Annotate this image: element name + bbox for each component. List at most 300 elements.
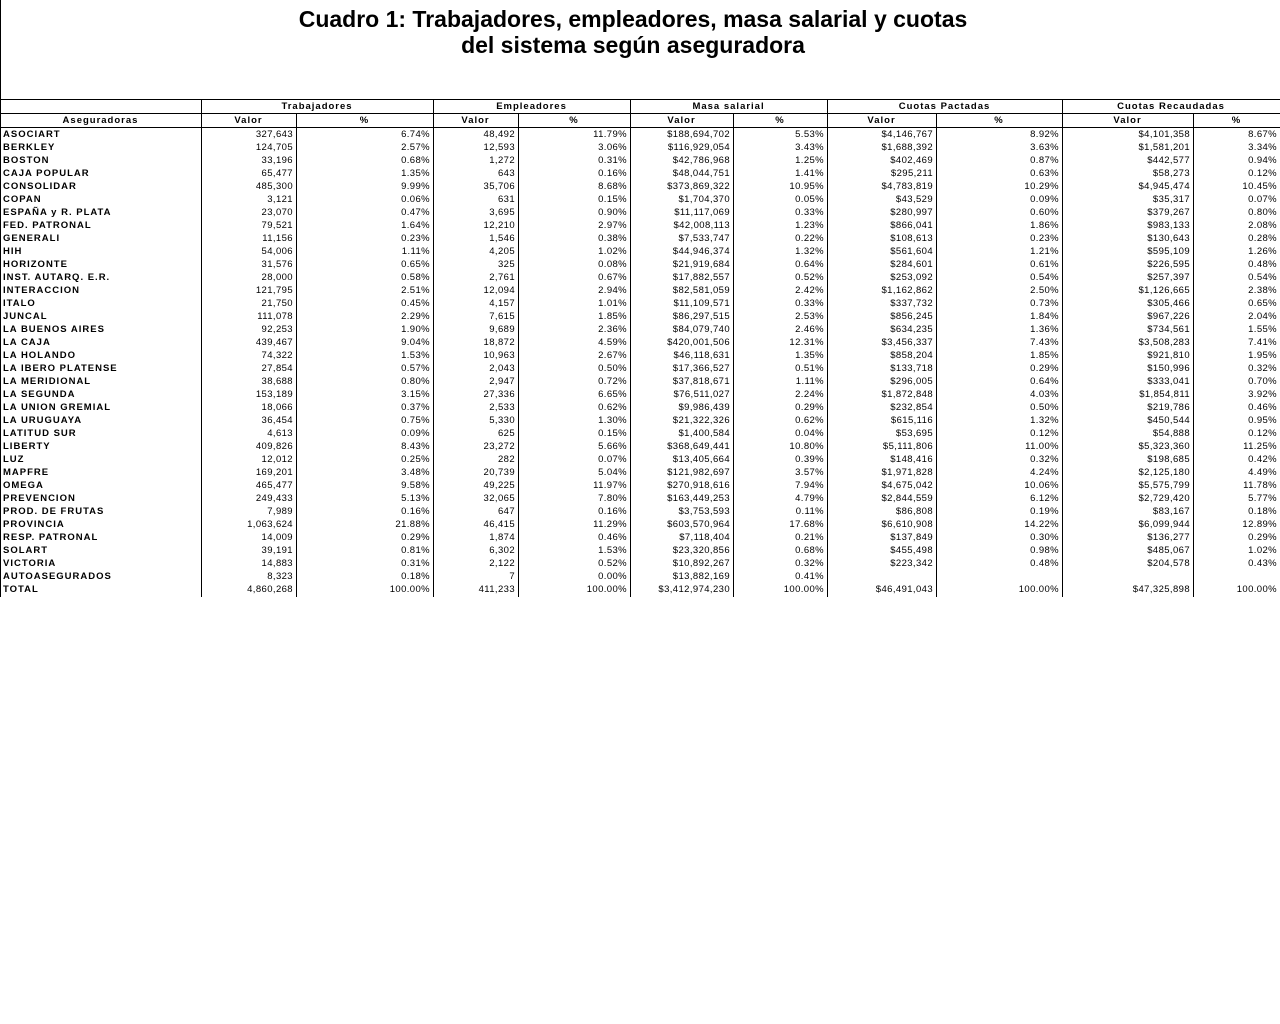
cell-masa-salarial-valor: $420,001,506 (631, 336, 734, 349)
cell-cuotas-recaudadas-valor: $54,888 (1063, 427, 1194, 440)
cell-masa-salarial-valor: $10,892,267 (631, 557, 734, 570)
cell-empleadores-percent: 2.97% (519, 219, 631, 232)
cell-trabajadores-valor: 409,826 (202, 440, 297, 453)
table-row (1, 297, 1280, 310)
cell-cuotas-pactadas-valor: $4,675,042 (828, 479, 937, 492)
cell-empleadores-percent: 0.67% (519, 271, 631, 284)
cell-masa-salarial-valor: $13,882,169 (631, 570, 734, 583)
cell-cuotas-recaudadas-valor: $226,595 (1063, 258, 1194, 271)
cell-cuotas-recaudadas-valor: $921,810 (1063, 349, 1194, 362)
cell-cuotas-pactadas-percent: 4.24% (937, 466, 1063, 479)
cell-cuotas-pactadas-percent: 6.12% (937, 492, 1063, 505)
cell-empleadores-percent: 11.97% (519, 479, 631, 492)
cell-masa-salarial-valor: $7,118,404 (631, 531, 734, 544)
table-row (1, 336, 1280, 349)
cell-masa-salarial-percent: 0.04% (734, 427, 828, 440)
cell-trabajadores-valor: 121,795 (202, 284, 297, 297)
cell-insurer-name: PROD. DE FRUTAS (1, 505, 202, 518)
table-row (1, 583, 1280, 597)
cell-cuotas-pactadas-percent: 0.64% (937, 375, 1063, 388)
sub-header-percent: % (519, 114, 631, 128)
cell-insurer-name: COPAN (1, 193, 202, 206)
table-row (1, 531, 1280, 544)
cell-masa-salarial-percent: 0.11% (734, 505, 828, 518)
cell-insurer-name: CONSOLIDAR (1, 180, 202, 193)
cell-cuotas-recaudadas-percent: 2.38% (1194, 284, 1280, 297)
cell-cuotas-recaudadas-valor: $983,133 (1063, 219, 1194, 232)
cell-cuotas-recaudadas-percent: 10.45% (1194, 180, 1280, 193)
cell-cuotas-recaudadas-percent: 8.67% (1194, 128, 1280, 142)
cell-masa-salarial-percent: 7.94% (734, 479, 828, 492)
cell-insurer-name: LUZ (1, 453, 202, 466)
cell-cuotas-recaudadas-valor (1063, 570, 1194, 583)
cell-trabajadores-percent: 21.88% (297, 518, 434, 531)
table-row (1, 388, 1280, 401)
cell-cuotas-recaudadas-percent: 5.77% (1194, 492, 1280, 505)
sub-header-percent: % (1194, 114, 1280, 128)
cell-trabajadores-percent: 2.29% (297, 310, 434, 323)
cell-masa-salarial-percent: 1.23% (734, 219, 828, 232)
cell-cuotas-pactadas-percent: 10.06% (937, 479, 1063, 492)
cell-cuotas-recaudadas-valor: $379,267 (1063, 206, 1194, 219)
cell-cuotas-recaudadas-percent: 2.08% (1194, 219, 1280, 232)
cell-trabajadores-valor: 7,989 (202, 505, 297, 518)
title-line-1: Cuadro 1: Trabajadores, empleadores, masa salarial y cuotas (298, 6, 968, 32)
table-row (1, 206, 1280, 219)
cell-empleadores-valor: 1,874 (434, 531, 519, 544)
cell-cuotas-recaudadas-valor: $1,581,201 (1063, 141, 1194, 154)
cell-cuotas-pactadas-valor: $337,732 (828, 297, 937, 310)
cell-empleadores-percent: 5.04% (519, 466, 631, 479)
cell-cuotas-pactadas-valor: $1,162,862 (828, 284, 937, 297)
cell-cuotas-recaudadas-percent: 7.41% (1194, 336, 1280, 349)
cell-masa-salarial-valor: $121,982,697 (631, 466, 734, 479)
cell-empleadores-valor: 12,094 (434, 284, 519, 297)
table-row (1, 193, 1280, 206)
cell-cuotas-pactadas-valor: $46,491,043 (828, 583, 937, 597)
cell-cuotas-pactadas-valor: $223,342 (828, 557, 937, 570)
cell-insurer-name: ASOCIART (1, 128, 202, 142)
cell-empleadores-valor: 5,330 (434, 414, 519, 427)
cell-trabajadores-valor: 92,253 (202, 323, 297, 336)
cell-insurer-name: RESP. PATRONAL (1, 531, 202, 544)
cell-trabajadores-valor: 111,078 (202, 310, 297, 323)
cell-trabajadores-valor: 14,009 (202, 531, 297, 544)
sub-header-percent: % (297, 114, 434, 128)
cell-masa-salarial-valor: $9,986,439 (631, 401, 734, 414)
cell-empleadores-valor: 2,533 (434, 401, 519, 414)
cell-cuotas-recaudadas-valor: $595,109 (1063, 245, 1194, 258)
sub-header-valor: Valor (434, 114, 519, 128)
cell-trabajadores-valor: 28,000 (202, 271, 297, 284)
cell-insurer-name: BOSTON (1, 154, 202, 167)
cell-cuotas-pactadas-percent: 1.84% (937, 310, 1063, 323)
cell-insurer-name: HIH (1, 245, 202, 258)
cell-trabajadores-percent: 0.18% (297, 570, 434, 583)
cell-trabajadores-percent: 9.99% (297, 180, 434, 193)
cell-cuotas-pactadas-valor: $1,872,848 (828, 388, 937, 401)
cell-masa-salarial-percent: 2.42% (734, 284, 828, 297)
cell-insurer-name: HORIZONTE (1, 258, 202, 271)
cell-trabajadores-valor: 439,467 (202, 336, 297, 349)
cell-cuotas-recaudadas-percent: 0.12% (1194, 427, 1280, 440)
cell-masa-salarial-percent: 0.68% (734, 544, 828, 557)
cell-cuotas-pactadas-valor: $53,695 (828, 427, 937, 440)
table-row (1, 128, 1280, 142)
cell-cuotas-recaudadas-valor: $136,277 (1063, 531, 1194, 544)
cell-cuotas-pactadas-percent: 0.87% (937, 154, 1063, 167)
cell-trabajadores-valor: 38,688 (202, 375, 297, 388)
cell-trabajadores-percent: 9.58% (297, 479, 434, 492)
cell-cuotas-recaudadas-percent: 0.70% (1194, 375, 1280, 388)
cell-empleadores-percent: 0.07% (519, 453, 631, 466)
cell-insurer-name: INST. AUTARQ. E.R. (1, 271, 202, 284)
cell-masa-salarial-valor: $21,322,326 (631, 414, 734, 427)
cell-empleadores-percent: 0.38% (519, 232, 631, 245)
cell-empleadores-valor: 18,872 (434, 336, 519, 349)
cell-empleadores-percent: 2.36% (519, 323, 631, 336)
cell-masa-salarial-percent: 0.52% (734, 271, 828, 284)
cell-trabajadores-percent: 100.00% (297, 583, 434, 597)
cell-trabajadores-valor: 124,705 (202, 141, 297, 154)
cell-cuotas-pactadas-valor: $402,469 (828, 154, 937, 167)
cell-empleadores-percent: 2.94% (519, 284, 631, 297)
cell-insurer-name: SOLART (1, 544, 202, 557)
cell-cuotas-recaudadas-valor: $83,167 (1063, 505, 1194, 518)
cell-masa-salarial-valor: $3,753,593 (631, 505, 734, 518)
cell-empleadores-valor: 32,065 (434, 492, 519, 505)
cell-insurer-name: OMEGA (1, 479, 202, 492)
cell-masa-salarial-valor: $17,366,527 (631, 362, 734, 375)
table-row (1, 570, 1280, 583)
cell-trabajadores-percent: 0.57% (297, 362, 434, 375)
cell-empleadores-percent: 0.90% (519, 206, 631, 219)
cell-cuotas-recaudadas-percent: 11.25% (1194, 440, 1280, 453)
cell-masa-salarial-percent: 0.41% (734, 570, 828, 583)
cell-trabajadores-valor: 14,883 (202, 557, 297, 570)
cell-insurer-name: LA CAJA (1, 336, 202, 349)
cell-trabajadores-percent: 5.13% (297, 492, 434, 505)
cell-cuotas-pactadas-percent: 0.30% (937, 531, 1063, 544)
cell-trabajadores-valor: 31,576 (202, 258, 297, 271)
cell-masa-salarial-percent: 0.33% (734, 206, 828, 219)
cell-cuotas-pactadas-percent: 0.50% (937, 401, 1063, 414)
cell-trabajadores-percent: 1.90% (297, 323, 434, 336)
cell-masa-salarial-percent: 0.62% (734, 414, 828, 427)
cell-insurer-name: PROVINCIA (1, 518, 202, 531)
cell-cuotas-pactadas-percent: 0.29% (937, 362, 1063, 375)
cell-insurer-name: LATITUD SUR (1, 427, 202, 440)
cell-cuotas-recaudadas-percent (1194, 570, 1280, 583)
cell-cuotas-pactadas-percent: 10.29% (937, 180, 1063, 193)
cell-insurer-name: LA IBERO PLATENSE (1, 362, 202, 375)
cell-cuotas-pactadas-valor (828, 570, 937, 583)
cell-cuotas-recaudadas-percent: 0.46% (1194, 401, 1280, 414)
cell-cuotas-recaudadas-valor: $5,575,799 (1063, 479, 1194, 492)
cell-cuotas-recaudadas-valor: $257,397 (1063, 271, 1194, 284)
cell-cuotas-recaudadas-percent: 0.32% (1194, 362, 1280, 375)
cell-cuotas-recaudadas-percent: 100.00% (1194, 583, 1280, 597)
cell-cuotas-pactadas-valor: $615,116 (828, 414, 937, 427)
cell-insurer-name: ITALO (1, 297, 202, 310)
cell-cuotas-pactadas-valor: $86,808 (828, 505, 937, 518)
cell-empleadores-percent: 1.53% (519, 544, 631, 557)
cell-trabajadores-valor: 79,521 (202, 219, 297, 232)
table-row (1, 479, 1280, 492)
cell-masa-salarial-valor: $13,405,664 (631, 453, 734, 466)
cell-masa-salarial-percent: 0.32% (734, 557, 828, 570)
cell-cuotas-pactadas-percent: 11.00% (937, 440, 1063, 453)
cell-empleadores-valor: 46,415 (434, 518, 519, 531)
cell-empleadores-percent: 0.00% (519, 570, 631, 583)
cell-masa-salarial-percent: 3.43% (734, 141, 828, 154)
cell-empleadores-percent: 0.50% (519, 362, 631, 375)
table-row (1, 219, 1280, 232)
cell-masa-salarial-valor: $48,044,751 (631, 167, 734, 180)
cell-empleadores-percent: 0.52% (519, 557, 631, 570)
group-header-masa-salarial: Masa salarial (631, 100, 828, 114)
cell-empleadores-valor: 1,546 (434, 232, 519, 245)
cell-trabajadores-valor: 21,750 (202, 297, 297, 310)
cell-trabajadores-valor: 4,860,268 (202, 583, 297, 597)
cell-cuotas-recaudadas-valor: $198,685 (1063, 453, 1194, 466)
cell-masa-salarial-valor: $21,919,684 (631, 258, 734, 271)
cell-insurer-name: VICTORIA (1, 557, 202, 570)
cell-masa-salarial-percent: 4.79% (734, 492, 828, 505)
cell-empleadores-valor: 643 (434, 167, 519, 180)
cell-masa-salarial-valor: $188,694,702 (631, 128, 734, 142)
cell-cuotas-recaudadas-percent: 1.02% (1194, 544, 1280, 557)
cell-trabajadores-percent: 0.25% (297, 453, 434, 466)
cell-insurer-name: PREVENCION (1, 492, 202, 505)
cell-masa-salarial-percent: 10.80% (734, 440, 828, 453)
table-row (1, 427, 1280, 440)
cell-cuotas-pactadas-valor: $148,416 (828, 453, 937, 466)
cell-masa-salarial-percent: 100.00% (734, 583, 828, 597)
sub-header-valor: Valor (828, 114, 937, 128)
cell-cuotas-pactadas-percent: 1.36% (937, 323, 1063, 336)
cell-empleadores-valor: 2,947 (434, 375, 519, 388)
sub-header-row (1, 114, 1280, 128)
cell-trabajadores-valor: 39,191 (202, 544, 297, 557)
cell-trabajadores-percent: 0.37% (297, 401, 434, 414)
cell-cuotas-recaudadas-percent: 0.65% (1194, 297, 1280, 310)
cell-cuotas-pactadas-valor: $253,092 (828, 271, 937, 284)
cell-cuotas-pactadas-percent: 1.86% (937, 219, 1063, 232)
table-row (1, 349, 1280, 362)
cell-masa-salarial-percent: 1.41% (734, 167, 828, 180)
cell-cuotas-recaudadas-valor: $967,226 (1063, 310, 1194, 323)
cell-masa-salarial-percent: 5.53% (734, 128, 828, 142)
group-header-row (1, 100, 1280, 114)
cell-cuotas-pactadas-percent: 0.48% (937, 557, 1063, 570)
cell-masa-salarial-valor: $76,511,027 (631, 388, 734, 401)
cell-empleadores-valor: 2,043 (434, 362, 519, 375)
cell-cuotas-recaudadas-percent: 0.07% (1194, 193, 1280, 206)
group-header-cuotas-pactadas: Cuotas Pactadas (828, 100, 1063, 114)
cell-cuotas-recaudadas-percent: 0.28% (1194, 232, 1280, 245)
cell-masa-salarial-percent: 3.57% (734, 466, 828, 479)
cell-trabajadores-valor: 27,854 (202, 362, 297, 375)
cell-empleadores-percent: 1.85% (519, 310, 631, 323)
cell-masa-salarial-percent: 2.53% (734, 310, 828, 323)
cell-cuotas-recaudadas-percent: 0.94% (1194, 154, 1280, 167)
cell-masa-salarial-percent: 1.11% (734, 375, 828, 388)
cell-trabajadores-percent: 1.64% (297, 219, 434, 232)
cell-cuotas-pactadas-valor: $2,844,559 (828, 492, 937, 505)
cell-masa-salarial-percent: 2.24% (734, 388, 828, 401)
cell-empleadores-valor: 3,695 (434, 206, 519, 219)
cell-empleadores-valor: 631 (434, 193, 519, 206)
table-row (1, 180, 1280, 193)
cell-trabajadores-percent: 1.11% (297, 245, 434, 258)
table-row (1, 453, 1280, 466)
table-body (1, 128, 1280, 597)
cell-empleadores-percent: 0.46% (519, 531, 631, 544)
cell-masa-salarial-percent: 0.39% (734, 453, 828, 466)
cell-cuotas-recaudadas-percent: 4.49% (1194, 466, 1280, 479)
sub-header-valor: Valor (202, 114, 297, 128)
header-aseguradoras: Aseguradoras (1, 114, 202, 128)
cell-insurer-name: LIBERTY (1, 440, 202, 453)
cell-trabajadores-valor: 169,201 (202, 466, 297, 479)
cell-masa-salarial-valor: $116,929,054 (631, 141, 734, 154)
cell-empleadores-percent: 11.29% (519, 518, 631, 531)
cell-cuotas-pactadas-percent: 0.98% (937, 544, 1063, 557)
cell-empleadores-percent: 0.31% (519, 154, 631, 167)
group-header-cuotas-recaudadas: Cuotas Recaudadas (1063, 100, 1280, 114)
cell-masa-salarial-valor: $163,449,253 (631, 492, 734, 505)
cell-cuotas-pactadas-valor: $4,146,767 (828, 128, 937, 142)
cell-cuotas-recaudadas-percent: 0.95% (1194, 414, 1280, 427)
cell-masa-salarial-percent: 0.64% (734, 258, 828, 271)
cell-cuotas-pactadas-percent: 3.63% (937, 141, 1063, 154)
cell-empleadores-valor: 647 (434, 505, 519, 518)
cell-empleadores-percent: 11.79% (519, 128, 631, 142)
cell-cuotas-pactadas-percent: 7.43% (937, 336, 1063, 349)
cell-insurer-name: LA HOLANDO (1, 349, 202, 362)
cell-cuotas-recaudadas-percent: 0.48% (1194, 258, 1280, 271)
cell-trabajadores-valor: 54,006 (202, 245, 297, 258)
table-row (1, 518, 1280, 531)
cell-cuotas-recaudadas-valor: $4,101,358 (1063, 128, 1194, 142)
cell-cuotas-pactadas-percent: 0.63% (937, 167, 1063, 180)
cell-insurer-name: BERKLEY (1, 141, 202, 154)
cell-empleadores-valor: 12,210 (434, 219, 519, 232)
table-row (1, 245, 1280, 258)
cell-cuotas-pactadas-valor: $295,211 (828, 167, 937, 180)
cell-empleadores-valor: 282 (434, 453, 519, 466)
table-row (1, 505, 1280, 518)
cell-trabajadores-percent: 1.35% (297, 167, 434, 180)
cell-insurer-name: LA BUENOS AIRES (1, 323, 202, 336)
cell-empleadores-valor: 49,225 (434, 479, 519, 492)
cell-cuotas-pactadas-valor: $280,997 (828, 206, 937, 219)
cell-cuotas-recaudadas-percent: 0.29% (1194, 531, 1280, 544)
cell-insurer-name: LA MERIDIONAL (1, 375, 202, 388)
cell-cuotas-recaudadas-valor: $47,325,898 (1063, 583, 1194, 597)
table-row (1, 271, 1280, 284)
cell-masa-salarial-percent: 0.33% (734, 297, 828, 310)
cell-masa-salarial-percent: 2.46% (734, 323, 828, 336)
cell-masa-salarial-valor: $1,704,370 (631, 193, 734, 206)
cell-cuotas-recaudadas-valor: $219,786 (1063, 401, 1194, 414)
cell-cuotas-pactadas-percent: 0.09% (937, 193, 1063, 206)
cell-insurer-name: JUNCAL (1, 310, 202, 323)
cell-cuotas-pactadas-percent: 8.92% (937, 128, 1063, 142)
sub-header-valor: Valor (1063, 114, 1194, 128)
table-row (1, 232, 1280, 245)
cell-cuotas-pactadas-valor: $137,849 (828, 531, 937, 544)
cell-empleadores-valor: 23,272 (434, 440, 519, 453)
cell-cuotas-recaudadas-valor: $6,099,944 (1063, 518, 1194, 531)
group-header-trabajadores: Trabajadores (202, 100, 434, 114)
table-row (1, 141, 1280, 154)
cell-empleadores-valor: 20,739 (434, 466, 519, 479)
cell-trabajadores-valor: 4,613 (202, 427, 297, 440)
cell-insurer-name: MAPFRE (1, 466, 202, 479)
cell-cuotas-pactadas-valor: $133,718 (828, 362, 937, 375)
cell-empleadores-percent: 2.67% (519, 349, 631, 362)
cell-cuotas-recaudadas-valor: $204,578 (1063, 557, 1194, 570)
cell-masa-salarial-valor: $42,008,113 (631, 219, 734, 232)
cell-empleadores-percent: 7.80% (519, 492, 631, 505)
cell-cuotas-recaudadas-valor: $485,067 (1063, 544, 1194, 557)
cell-cuotas-pactadas-percent: 1.32% (937, 414, 1063, 427)
cell-trabajadores-percent: 0.16% (297, 505, 434, 518)
cell-empleadores-percent: 0.16% (519, 167, 631, 180)
cell-cuotas-pactadas-percent: 4.03% (937, 388, 1063, 401)
cell-trabajadores-percent: 2.51% (297, 284, 434, 297)
cell-cuotas-recaudadas-percent: 0.54% (1194, 271, 1280, 284)
cell-masa-salarial-valor: $86,297,515 (631, 310, 734, 323)
cell-masa-salarial-valor: $44,946,374 (631, 245, 734, 258)
cell-empleadores-percent: 100.00% (519, 583, 631, 597)
cell-insurer-name: CAJA POPULAR (1, 167, 202, 180)
cell-empleadores-percent: 1.30% (519, 414, 631, 427)
cell-cuotas-recaudadas-valor: $333,041 (1063, 375, 1194, 388)
cell-cuotas-recaudadas-valor: $130,643 (1063, 232, 1194, 245)
cell-cuotas-recaudadas-valor: $4,945,474 (1063, 180, 1194, 193)
table-row (1, 544, 1280, 557)
table-row (1, 310, 1280, 323)
cell-masa-salarial-valor: $3,412,974,230 (631, 583, 734, 597)
cell-trabajadores-percent: 0.29% (297, 531, 434, 544)
cell-cuotas-recaudadas-valor: $35,317 (1063, 193, 1194, 206)
cell-cuotas-recaudadas-valor: $1,854,811 (1063, 388, 1194, 401)
cell-insurer-name: LA URUGUAYA (1, 414, 202, 427)
cell-trabajadores-valor: 65,477 (202, 167, 297, 180)
cell-trabajadores-valor: 18,066 (202, 401, 297, 414)
cell-cuotas-pactadas-valor: $1,971,828 (828, 466, 937, 479)
cell-cuotas-pactadas-valor: $43,529 (828, 193, 937, 206)
cell-trabajadores-percent: 6.74% (297, 128, 434, 142)
cell-insurer-name: FED. PATRONAL (1, 219, 202, 232)
cell-trabajadores-percent: 0.47% (297, 206, 434, 219)
cell-cuotas-pactadas-percent: 0.12% (937, 427, 1063, 440)
cell-masa-salarial-valor: $603,570,964 (631, 518, 734, 531)
cell-trabajadores-valor: 327,643 (202, 128, 297, 142)
cell-cuotas-pactadas-valor: $284,601 (828, 258, 937, 271)
table-row (1, 557, 1280, 570)
cell-masa-salarial-valor: $37,818,671 (631, 375, 734, 388)
cell-masa-salarial-percent: 10.95% (734, 180, 828, 193)
cell-masa-salarial-valor: $373,869,322 (631, 180, 734, 193)
cell-empleadores-valor: 10,963 (434, 349, 519, 362)
cell-cuotas-pactadas-valor: $5,111,806 (828, 440, 937, 453)
cell-empleadores-valor: 6,302 (434, 544, 519, 557)
cell-empleadores-percent: 0.72% (519, 375, 631, 388)
